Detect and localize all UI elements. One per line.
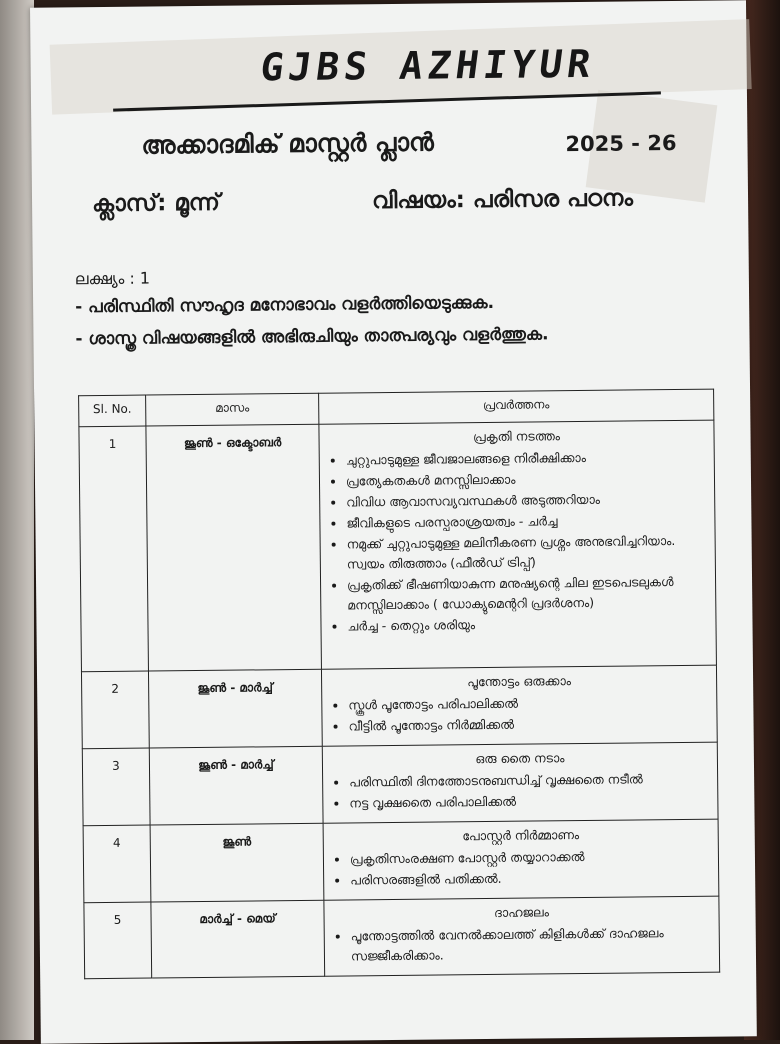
row-number: 5: [84, 902, 152, 979]
objective-line: - പരിസ്ഥിതി സൗഹൃദ മനോഭാവം വളർത്തിയെടുക്കുക.: [75, 292, 495, 318]
table-row: [84, 896, 720, 979]
row-number: 3: [82, 748, 150, 826]
plan-table: [78, 389, 720, 980]
activity-title: പൂന്തോട്ടം ഒരുക്കാം: [467, 673, 572, 690]
background-wall-left: [0, 0, 34, 1040]
objective-line: - ശാസ്ത്ര വിഷയങ്ങളിൽ അഭിരുചിയും താത്പര്യവും വളർത്തുക.: [75, 324, 549, 350]
activity-item: • ചർച്ച - തെറ്റും ശരിയും: [347, 613, 707, 637]
activity-title: ഒരു തൈ നടാം: [475, 750, 565, 767]
table-row: [81, 665, 717, 749]
activity-item: • വീട്ടിൽ പൂന്തോട്ടം നിർമ്മിക്കൽ: [348, 713, 708, 737]
row-month: മാർച്ച് - മെയ്: [151, 900, 325, 978]
activity-title: ദാഹജലം: [494, 904, 550, 920]
school-name: GJBS AZHIYUR: [257, 41, 599, 90]
activity-item: • വിവിധ ആവാസവ്യവസ്ഥകൾ അടുത്തറിയാം: [346, 489, 706, 513]
row-activity-cell: [319, 420, 717, 669]
activity-item: • പരിസരങ്ങളിൽ പതിക്കൽ.: [350, 867, 710, 891]
activity-item: • പൂന്തോട്ടത്തിൽ വേനൽക്കാലത്ത് കിളികൾക്ക് ദാഹജലം സജ്ജീകരിക്കാം.: [351, 923, 711, 967]
class-label: ക്ലാസ്: മൂന്ന്: [91, 189, 221, 218]
academic-year: 2025 - 26: [565, 130, 677, 157]
activity-list: [333, 923, 711, 967]
activity-list: [331, 769, 709, 814]
row-month: ജൂൺ - മാർച്ച്: [149, 746, 323, 825]
activity-title: പ്രകൃതി നടത്തം: [473, 428, 561, 445]
header-activity: പ്രവർത്തനം: [319, 389, 714, 424]
activity-item: • നമുക്ക് ചുറ്റുപാടുമുള്ള മലിനീകരണ പ്രശ്നം അനുഭവിച്ചറിയാം. സ്വയം തിരുത്താം (ഫീൽഡ് ട്രിപ്പ്): [347, 531, 707, 575]
page-title: അക്കാദമിക് മാസ്റ്റർ പ്ലാൻ: [141, 127, 434, 160]
activity-item: • സ്കൂൾ പൂന്തോട്ടം പരിപാലിക്കൽ: [348, 692, 708, 716]
activity-list: [330, 692, 708, 737]
row-activity-cell: [324, 896, 720, 976]
row-activity-cell: [322, 742, 718, 823]
header-month: മാസം: [146, 393, 319, 426]
row-number: 1: [79, 426, 149, 672]
header-sl-no: Sl. No.: [79, 395, 146, 427]
row-activity-cell: [321, 665, 717, 746]
activity-list: [328, 447, 708, 637]
table-row: [79, 420, 717, 672]
row-activity-cell: [323, 819, 719, 900]
table-row: [83, 819, 719, 903]
activity-item: • പരിസ്ഥിതി ദിനത്തോടനുബന്ധിച്ച് വൃക്ഷതൈ നടീൽ: [349, 769, 709, 793]
row-month: ജൂൺ - ഒക്ടോബർ: [146, 424, 322, 671]
activity-item: • പ്രത്യേകതകൾ മനസ്സിലാക്കാം: [346, 468, 706, 492]
row-month: ജൂൺ: [150, 823, 324, 902]
table-row: [82, 742, 718, 826]
activity-item: • ജീവികളുടെ പരസ്പരാശ്രയത്വം - ചർച്ച: [346, 510, 706, 534]
row-number: 4: [83, 825, 151, 903]
activity-list: [332, 846, 710, 891]
activity-item: • പ്രകൃതിക്ക് ഭീഷണിയാകുന്ന മനുഷ്യന്റെ ചില ഇടപെടലുകൾ മനസ്സിലാക്കാം ( ഡോക്യുമെന്ററി പ്രദർശനം): [347, 572, 707, 616]
activity-title: പോസ്റ്റർ നിർമ്മാണം: [462, 827, 580, 844]
objective-label: ലക്ഷ്യം : 1: [74, 268, 151, 289]
row-month: ജൂൺ - മാർച്ച്: [148, 669, 322, 748]
subject-label: വിഷയം: പരിസര പഠനം: [371, 185, 634, 215]
activity-item: • പ്രകൃതിസംരക്ഷണ പോസ്റ്റർ തയ്യാറാക്കൽ: [350, 846, 710, 870]
paper-sheet: [30, 0, 757, 1043]
activity-item: • നട്ട വൃക്ഷതൈ പരിപാലിക്കൽ: [349, 790, 709, 814]
row-number: 2: [81, 671, 149, 749]
activity-item: • ചുറ്റുപാടുമുള്ള ജീവജാലങ്ങളെ നിരീക്ഷിക്കാം: [346, 447, 706, 471]
